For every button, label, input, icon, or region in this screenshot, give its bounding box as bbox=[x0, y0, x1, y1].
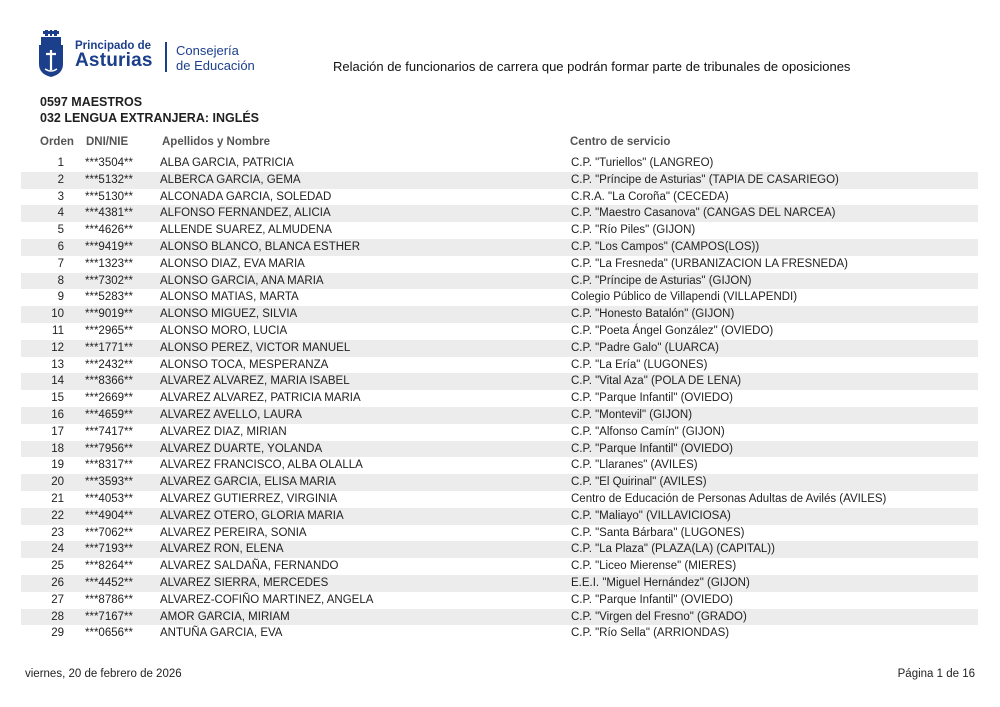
table-row bbox=[21, 373, 978, 390]
cell-dni: ***2669** bbox=[85, 392, 133, 405]
table-row bbox=[21, 340, 978, 357]
table-row bbox=[21, 592, 978, 609]
cell-orden: 14 bbox=[51, 375, 64, 388]
cell-dni: ***4452** bbox=[85, 576, 133, 589]
cell-orden: 15 bbox=[51, 392, 64, 405]
cell-centro: C.P. "Río Sella" (ARRIONDAS) bbox=[571, 627, 730, 640]
logo-divider bbox=[165, 42, 167, 72]
cell-dni: ***7062** bbox=[85, 526, 133, 539]
table-row bbox=[21, 390, 978, 407]
table-row bbox=[21, 256, 978, 273]
cell-nombre: ALCONADA GARCIA, SOLEDAD bbox=[160, 190, 332, 203]
cell-centro: C.P. "Montevil" (GIJON) bbox=[571, 408, 693, 421]
cell-orden: 6 bbox=[57, 240, 64, 253]
table-row bbox=[21, 457, 978, 474]
cell-dni: ***5132** bbox=[85, 173, 133, 186]
cell-orden: 29 bbox=[51, 627, 64, 640]
cell-orden: 28 bbox=[51, 610, 64, 623]
cell-dni: ***0656** bbox=[85, 627, 133, 640]
cell-dni: ***7956** bbox=[85, 442, 133, 455]
cell-centro: C.P. "Alfonso Camín" (GIJON) bbox=[571, 425, 725, 438]
cell-nombre: ALBERCA GARCIA, GEMA bbox=[160, 173, 301, 186]
cell-centro: C.P. "La Plaza" (PLAZA(LA) (CAPITAL)) bbox=[571, 543, 775, 556]
cell-centro: C.P. "Virgen del Fresno" (GRADO) bbox=[571, 610, 747, 623]
cell-nombre: ALVAREZ ALVAREZ, MARIA ISABEL bbox=[160, 375, 350, 388]
table-row bbox=[21, 541, 978, 558]
cell-dni: ***4659** bbox=[85, 408, 133, 421]
cell-nombre: ALONSO BLANCO, BLANCA ESTHER bbox=[160, 240, 361, 253]
cell-nombre: ALVAREZ SIERRA, MERCEDES bbox=[160, 576, 329, 589]
cell-orden: 19 bbox=[51, 459, 64, 472]
table-row bbox=[21, 239, 978, 256]
cell-dni: ***9419** bbox=[85, 240, 133, 253]
cell-orden: 18 bbox=[51, 442, 64, 455]
cell-nombre: ALBA GARCIA, PATRICIA bbox=[160, 157, 294, 169]
cell-dni: ***8366** bbox=[85, 375, 133, 388]
cell-orden: 16 bbox=[51, 408, 64, 421]
cell-dni: ***2432** bbox=[85, 358, 133, 371]
cell-dni: ***7302** bbox=[85, 274, 133, 287]
table-row bbox=[21, 189, 978, 206]
cell-centro: C.R.A. "La Coroña" (CECEDA) bbox=[571, 190, 729, 203]
cell-dni: ***2965** bbox=[85, 324, 133, 337]
cell-centro: C.P. "Parque Infantil" (OVIEDO) bbox=[571, 593, 733, 606]
cell-orden: 22 bbox=[51, 509, 64, 522]
cell-dni: ***5130** bbox=[85, 190, 133, 203]
cell-nombre: AMOR GARCIA, MIRIAM bbox=[160, 610, 290, 623]
table-row bbox=[21, 575, 978, 592]
table-row bbox=[21, 407, 978, 424]
cell-nombre: ALONSO MATIAS, MARTA bbox=[160, 291, 299, 304]
cell-orden: 26 bbox=[51, 576, 64, 589]
cell-centro: C.P. "Príncipe de Asturias" (GIJON) bbox=[571, 274, 752, 287]
table-row bbox=[21, 508, 978, 525]
table-row bbox=[21, 172, 978, 189]
cell-centro: C.P. "Santa Bárbara" (LUGONES) bbox=[571, 526, 745, 539]
cell-dni: ***4626** bbox=[85, 224, 133, 237]
cell-orden: 20 bbox=[51, 476, 64, 489]
table-body bbox=[21, 155, 978, 642]
header-nombre: Apellidos y Nombre bbox=[162, 136, 270, 148]
footer-page: Página 1 de 16 bbox=[897, 668, 975, 680]
cell-orden: 13 bbox=[51, 358, 64, 371]
header-orden: Orden bbox=[40, 136, 74, 148]
cell-nombre: ALVAREZ SALDAÑA, FERNANDO bbox=[160, 560, 339, 573]
cell-nombre: ALVAREZ-COFIÑO MARTINEZ, ANGELA bbox=[160, 593, 374, 606]
cell-centro: Colegio Público de Villapendi (VILLAPENDI) bbox=[571, 291, 798, 304]
cell-dni: ***8264** bbox=[85, 560, 133, 573]
cell-orden: 2 bbox=[57, 173, 64, 186]
cell-centro: C.P. "Río Piles" (GIJON) bbox=[571, 224, 696, 237]
cell-nombre: ALVAREZ GARCIA, ELISA MARIA bbox=[160, 476, 336, 489]
cell-nombre: ALVAREZ GUTIERREZ, VIRGINIA bbox=[160, 492, 338, 505]
cell-orden: 25 bbox=[51, 560, 64, 573]
cell-nombre: ALVAREZ OTERO, GLORIA MARIA bbox=[160, 509, 344, 522]
cell-dni: ***8786** bbox=[85, 593, 133, 606]
table-row bbox=[21, 609, 978, 626]
document-title: Relación de funcionarios de carrera que podrán formar parte de tribunales de oposiciones bbox=[333, 59, 851, 74]
table-row bbox=[21, 273, 978, 290]
cell-orden: 17 bbox=[51, 425, 64, 438]
logo-asturias: Asturias bbox=[75, 50, 153, 71]
table-row bbox=[21, 205, 978, 222]
table-row bbox=[21, 625, 978, 642]
cell-centro: C.P. "Parque Infantil" (OVIEDO) bbox=[571, 392, 733, 405]
cell-orden: 24 bbox=[51, 543, 64, 556]
section-specialty: 032 LENGUA EXTRANJERA: INGLÉS bbox=[40, 111, 260, 125]
cell-centro: C.P. "Llaranes" (AVILES) bbox=[571, 459, 698, 472]
cell-centro: C.P. "La Ería" (LUGONES) bbox=[571, 358, 708, 371]
cell-orden: 3 bbox=[57, 190, 64, 203]
table-row bbox=[21, 441, 978, 458]
cell-centro: E.E.I. "Miguel Hernández" (GIJON) bbox=[571, 576, 750, 589]
cell-nombre: ALVAREZ DUARTE, YOLANDA bbox=[160, 442, 323, 455]
cell-nombre: ALVAREZ RON, ELENA bbox=[160, 543, 284, 556]
cell-orden: 5 bbox=[57, 224, 64, 237]
table-row bbox=[21, 474, 978, 491]
table-row bbox=[21, 289, 978, 306]
cell-dni: ***8317** bbox=[85, 459, 133, 472]
cell-orden: 11 bbox=[52, 324, 64, 337]
cell-orden: 9 bbox=[57, 291, 64, 304]
logo-educacion: de Educación bbox=[176, 58, 255, 73]
cell-dni: ***7167** bbox=[85, 610, 133, 623]
cell-dni: ***1771** bbox=[85, 341, 133, 354]
cell-orden: 8 bbox=[57, 274, 64, 287]
cell-nombre: ALVAREZ AVELLO, LAURA bbox=[160, 408, 302, 421]
cell-orden: 21 bbox=[51, 492, 64, 505]
cell-dni: ***4904** bbox=[85, 509, 133, 522]
table-row bbox=[21, 155, 978, 172]
header-dni: DNI/NIE bbox=[86, 136, 129, 148]
logo-principado: Principado de bbox=[75, 40, 152, 52]
cell-centro: C.P. "Maliayo" (VILLAVICIOSA) bbox=[571, 509, 731, 522]
cell-orden: 1 bbox=[57, 157, 64, 169]
table-row bbox=[21, 306, 978, 323]
cell-centro: C.P. "Poeta Ángel González" (OVIEDO) bbox=[571, 324, 774, 337]
cell-dni: ***3504** bbox=[85, 157, 133, 169]
cell-nombre: ALONSO DIAZ, EVA MARIA bbox=[160, 257, 305, 270]
cell-dni: ***5283** bbox=[85, 291, 133, 304]
cell-centro: C.P. "La Fresneda" (URBANIZACION LA FRESNEDA) bbox=[571, 257, 849, 270]
cell-orden: 27 bbox=[51, 593, 64, 606]
cell-centro: Centro de Educación de Personas Adultas de Avilés (AVILES) bbox=[571, 492, 887, 505]
cell-nombre: ALVAREZ DIAZ, MIRIAN bbox=[160, 425, 287, 438]
cell-nombre: ALLENDE SUAREZ, ALMUDENA bbox=[160, 224, 332, 237]
header-centro: Centro de servicio bbox=[570, 136, 671, 148]
coat-of-arms-icon bbox=[38, 30, 64, 78]
table-row bbox=[21, 491, 978, 508]
cell-orden: 23 bbox=[51, 526, 64, 539]
table-row bbox=[21, 558, 978, 575]
cell-orden: 12 bbox=[51, 341, 64, 354]
cell-nombre: ALONSO TOCA, MESPERANZA bbox=[160, 358, 329, 371]
cell-nombre: ALVAREZ FRANCISCO, ALBA OLALLA bbox=[160, 459, 363, 472]
table-row bbox=[21, 222, 978, 239]
cell-centro: C.P. "Príncipe de Asturias" (TAPIA DE CASARIEGO) bbox=[571, 173, 839, 186]
table-row bbox=[21, 525, 978, 542]
cell-centro: C.P. "El Quirinal" (AVILES) bbox=[571, 476, 707, 489]
table-row bbox=[21, 424, 978, 441]
table-row bbox=[21, 357, 978, 374]
cell-centro: C.P. "Vital Aza" (POLA DE LENA) bbox=[571, 375, 742, 388]
cell-nombre: ALONSO GARCIA, ANA MARIA bbox=[160, 274, 324, 287]
cell-centro: C.P. "Liceo Mierense" (MIERES) bbox=[571, 560, 737, 573]
cell-dni: ***3593** bbox=[85, 476, 133, 489]
cell-centro: C.P. "Los Campos" (CAMPOS(LOS)) bbox=[571, 240, 760, 253]
table-row bbox=[21, 323, 978, 340]
cell-nombre: ALFONSO FERNANDEZ, ALICIA bbox=[160, 207, 331, 220]
logo bbox=[38, 30, 268, 78]
cell-dni: ***7417** bbox=[85, 425, 133, 438]
cell-nombre: ALVAREZ PEREIRA, SONIA bbox=[160, 526, 307, 539]
cell-dni: ***1323** bbox=[85, 257, 133, 270]
cell-orden: 7 bbox=[57, 257, 64, 270]
cell-nombre: ALONSO PEREZ, VICTOR MANUEL bbox=[160, 341, 351, 354]
cell-nombre: ALVAREZ ALVAREZ, PATRICIA MARIA bbox=[160, 392, 361, 405]
cell-nombre: ALONSO MIGUEZ, SILVIA bbox=[160, 308, 298, 321]
cell-centro: C.P. "Padre Galo" (LUARCA) bbox=[571, 341, 719, 354]
cell-nombre: ALONSO MORO, LUCIA bbox=[160, 324, 288, 337]
cell-orden: 10 bbox=[51, 308, 64, 321]
cell-dni: ***4381** bbox=[85, 207, 133, 220]
cell-dni: ***4053** bbox=[85, 492, 133, 505]
cell-dni: ***9019** bbox=[85, 308, 133, 321]
logo-consejeria: Consejería bbox=[176, 43, 239, 58]
cell-nombre: ANTUÑA GARCIA, EVA bbox=[160, 627, 283, 640]
cell-centro: C.P. "Honesto Batalón" (GIJON) bbox=[571, 308, 735, 321]
section-body: 0597 MAESTROS bbox=[40, 95, 143, 109]
cell-centro: C.P. "Turiellos" (LANGREO) bbox=[571, 157, 714, 169]
cell-orden: 4 bbox=[57, 207, 64, 220]
cell-dni: ***7193** bbox=[85, 543, 133, 556]
cell-centro: C.P. "Parque Infantil" (OVIEDO) bbox=[571, 442, 733, 455]
cell-centro: C.P. "Maestro Casanova" (CANGAS DEL NARCEA) bbox=[571, 207, 836, 220]
footer-date: viernes, 20 de febrero de 2026 bbox=[25, 668, 182, 680]
